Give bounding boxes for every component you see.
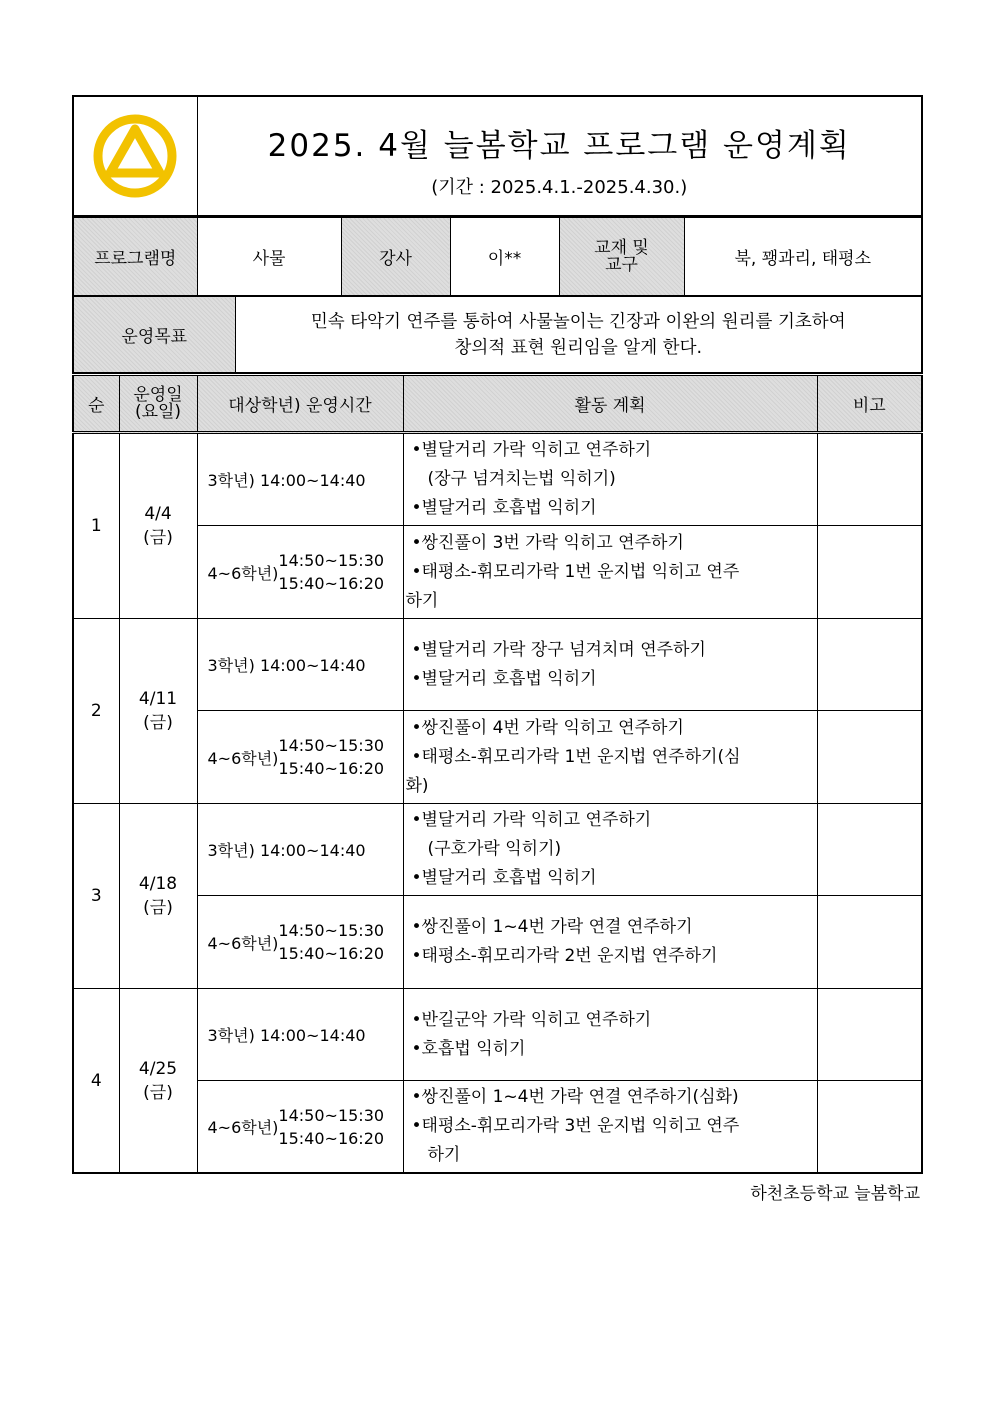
activity-line: •별달거리 가락 익히고 연주하기 [411,440,652,460]
grade-label: 4~6학년) [207,748,279,768]
activity-line: •태평소-휘모리가락 1번 운지법 익히고 연주 [411,561,740,582]
target-time [197,1081,403,1174]
target-time [197,711,403,804]
materials-label-line2: 교구 [605,254,638,275]
grade-label: 4~6학년) [207,563,279,583]
col-date-line1: 운영일 [133,384,183,405]
session-date-value: 4/11 [138,689,178,709]
time-value: 14:00~14:40 [259,471,366,490]
session-day-value: (금) [143,528,173,548]
target-time [197,433,403,526]
activity-plan [403,896,817,989]
activity-line: •태평소-휘모리가락 3번 운지법 익히고 연주 [411,1116,740,1136]
target-time [197,896,403,989]
session-date-value: 4/25 [138,1058,178,1079]
note-cell [817,989,922,1081]
target-time [197,526,403,619]
col-date [119,375,197,433]
program-label: 프로그램명 [73,218,197,296]
target-time [197,989,403,1081]
info-table [72,217,923,296]
activity-plan [403,711,817,804]
time-value: 14:00~14:40 [259,1026,366,1045]
target-time [197,804,403,896]
time-value: 14:50~15:30 [278,551,385,570]
note-cell [817,804,922,896]
logo-cell [73,96,197,216]
materials-value: 북, 꽹과리, 태평소 [684,218,922,296]
table-row [73,433,922,526]
session-day-value: (금) [143,1082,173,1103]
goal-value [235,297,922,373]
session-no: 4 [73,989,119,1174]
col-no: 순 [73,375,119,433]
session-date [119,989,197,1174]
session-no: 2 [73,619,119,804]
plan-document [72,95,921,1174]
schedule-header-row [73,375,922,433]
materials-label-line1: 교재 및 [594,237,649,258]
page-title: 2025. 4월 늘봄학교 프로그램 운영계획 [267,127,851,164]
goal-label: 운영목표 [73,297,235,373]
table-row [73,804,922,896]
grade-label: 4~6학년) [207,1118,279,1137]
instructor-value: 이** [450,218,559,296]
session-day-value: (금) [143,713,173,733]
instructor-label: 강사 [341,218,450,296]
school-emblem-icon [92,113,178,199]
session-date [119,804,197,989]
note-cell [817,526,922,619]
activity-line: •쌍진풀이 4번 가락 익히고 연주하기 [411,717,684,738]
table-row [73,1081,922,1174]
activity-line: •쌍진풀이 1~4번 가락 연결 연주하기 [411,917,693,937]
activity-plan [403,804,817,896]
goal-line1: 민속 타악기 연주를 통하여 사물놀이는 긴장과 이완의 원리를 기초하여 [310,311,846,332]
session-no: 3 [73,804,119,989]
note-cell [817,433,922,526]
time-value: 15:40~16:20 [278,759,385,778]
table-row [73,896,922,989]
table-row [73,526,922,619]
footer-school-name: 하천초등학교 늘봄학교 [750,1184,920,1204]
session-date [119,619,197,804]
grade-label: 3학년) [207,471,255,490]
activity-line: •별달거리 호흡법 익히기 [411,668,597,689]
activity-line: •태평소-휘모리가락 2번 운지법 연주하기 [411,946,718,966]
time-value: 14:00~14:40 [259,841,366,860]
time-value: 14:50~15:30 [278,921,385,940]
time-value: 15:40~16:20 [278,574,385,593]
note-cell [817,711,922,804]
session-date-value: 4/4 [144,504,172,524]
activity-line: •별달거리 호흡법 익히기 [411,498,597,518]
activity-line: •별달거리 가락 장구 넘겨치며 연주하기 [411,639,706,660]
activity-line: •별달거리 가락 익히고 연주하기 [411,810,652,830]
activity-plan [403,433,817,526]
activity-plan [403,619,817,711]
activity-line: •호흡법 익히기 [411,1038,526,1059]
table-row [73,619,922,711]
grade-label: 3학년) [207,656,255,675]
goal-table [72,296,923,373]
activity-line: •별달거리 호흡법 익히기 [411,868,597,888]
note-cell [817,619,922,711]
time-value: 14:50~15:30 [278,1105,385,1125]
header-table [72,95,923,217]
time-value: 15:40~16:20 [278,944,385,963]
activity-line: (장구 넘겨치는법 익히기) [427,469,616,489]
col-plan: 활동 계획 [403,375,817,433]
activity-line: •쌍진풀이 1~4번 가락 연결 연주하기(심화) [411,1087,739,1107]
schedule-table [72,373,923,1174]
note-cell [817,896,922,989]
materials-label [559,218,684,296]
goal-line2: 창의적 표현 원리임을 알게 한다. [454,337,703,358]
table-row [73,711,922,804]
activity-line: •태평소-휘모리가락 1번 운지법 연주하기(심 [411,746,741,767]
session-date-value: 4/18 [138,874,178,894]
grade-label: 3학년) [207,1026,255,1045]
activity-plan [403,526,817,619]
session-day-value: (금) [143,898,173,918]
activity-plan [403,1081,817,1174]
time-value: 14:50~15:30 [278,736,385,755]
note-cell [817,1081,922,1174]
title-cell [197,96,922,216]
session-no: 1 [73,433,119,619]
grade-label: 3학년) [207,841,255,860]
time-value: 15:40~16:20 [278,1128,385,1148]
target-time [197,619,403,711]
session-date [119,433,197,619]
col-date-line2: (요일) [134,401,182,422]
col-note: 비고 [817,375,922,433]
activity-line: (구호가락 익히기) [427,839,562,859]
table-row [73,989,922,1081]
program-value: 사물 [197,218,341,296]
activity-line: 하기 [427,1145,461,1165]
grade-label: 4~6학년) [207,933,279,953]
activity-line: 화) [405,775,429,796]
activity-line: •쌍진풀이 3번 가락 익히고 연주하기 [411,532,684,553]
activity-line: •반길군악 가락 익히고 연주하기 [411,1009,652,1030]
time-value: 14:00~14:40 [259,656,366,675]
activity-line: 하기 [405,590,439,611]
period-text: (기간 : 2025.4.1.-2025.4.30.) [431,176,688,198]
activity-plan [403,989,817,1081]
col-target: 대상학년) 운영시간 [197,375,403,433]
